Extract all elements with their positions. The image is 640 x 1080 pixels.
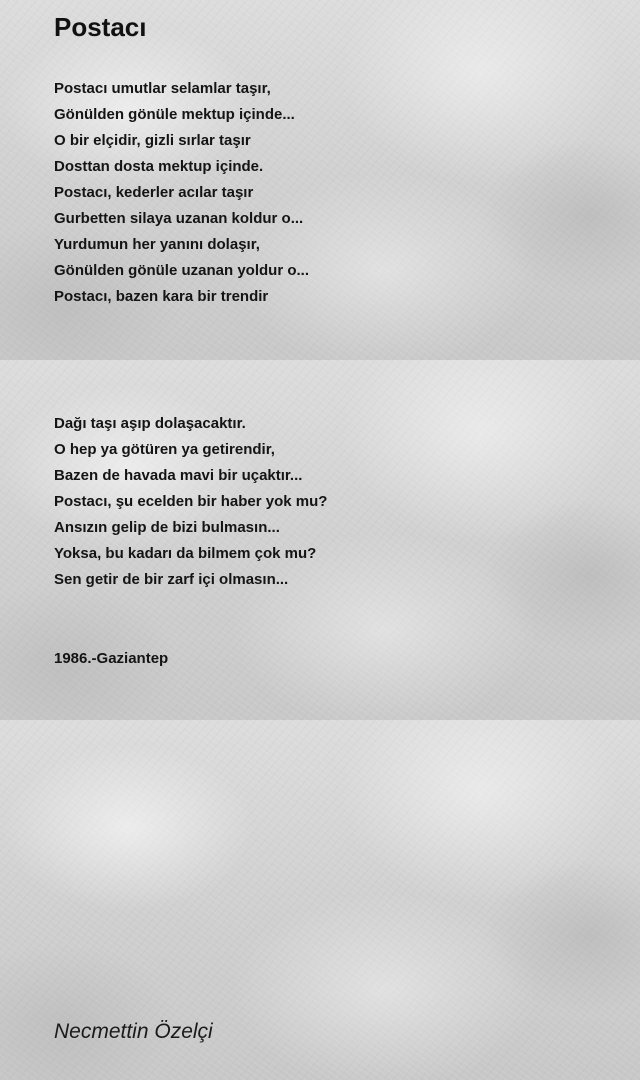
poem-line: Sen getir de bir zarf içi olmasın... [54, 571, 289, 588]
poem-line: Gönülden gönüle mektup içinde... [54, 106, 295, 123]
author-name: Necmettin Özelçi [54, 1020, 213, 1043]
place-date: 1986.-Gaziantep [54, 650, 169, 667]
poem-line: Postacı, bazen kara bir trendir [54, 288, 269, 305]
poem-line: Postacı, kederler acılar taşır [54, 184, 254, 201]
poem-line: Postacı umutlar selamlar taşır, [54, 80, 271, 97]
poem-line: Ansızın gelip de bizi bulmasın... [54, 519, 280, 536]
poem-line: Postacı, şu ecelden bir haber yok mu? [54, 493, 328, 510]
poem-line: Bazen de havada mavi bir uçaktır... [54, 467, 303, 484]
stanza-2 [54, 411, 327, 593]
stanza-1 [54, 76, 309, 310]
poem-line: Dağı taşı aşıp dolaşacaktır. [54, 415, 246, 432]
poem-line: Dosttan dosta mektup içinde. [54, 158, 264, 175]
poem-title: Postacı [54, 12, 147, 42]
poem-line: Gurbetten silaya uzanan koldur o... [54, 210, 304, 227]
poem-line: Yoksa, bu kadarı da bilmem çok mu? [54, 545, 317, 562]
poem-line: Gönülden gönüle uzanan yoldur o... [54, 262, 309, 279]
poem-line: O hep ya götüren ya getirendir, [54, 441, 275, 458]
poem-line: Yurdumun her yanını dolaşır, [54, 236, 260, 253]
poem-line: O bir elçidir, gizli sırlar taşır [54, 132, 251, 149]
